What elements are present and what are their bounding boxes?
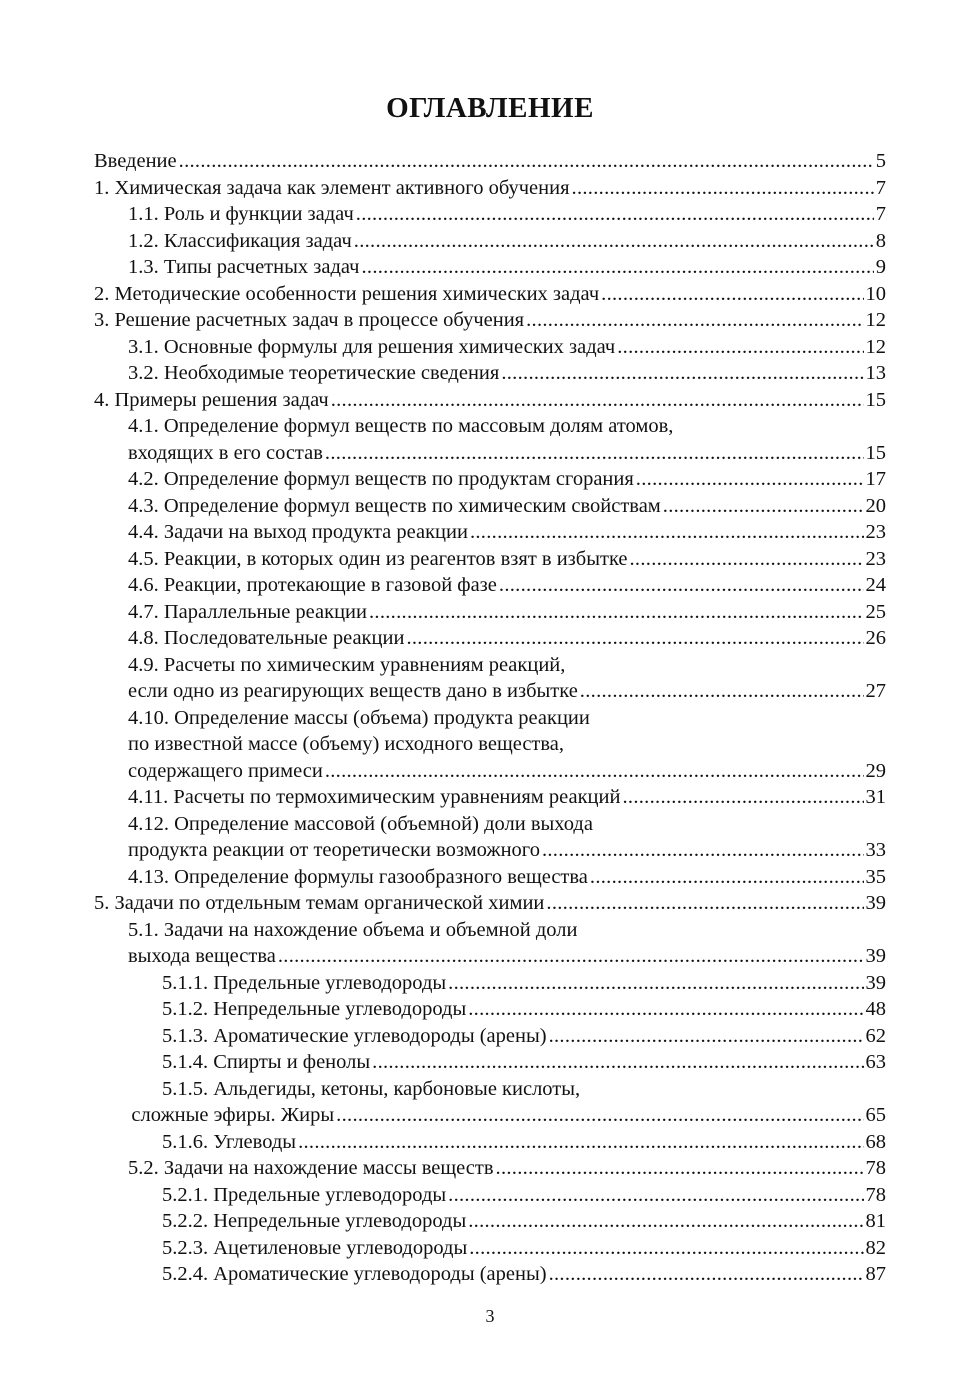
toc-entry-page: 78 [865, 1183, 886, 1206]
toc-entry-page: 81 [865, 1210, 886, 1232]
toc-entry [94, 943, 886, 970]
toc-entry-page: 7 [875, 203, 886, 225]
toc-entry-page: 7 [875, 176, 886, 199]
toc-entry-title: 5.1.3. Ароматические углеводороды (арены) [162, 1024, 547, 1047]
toc-entry-title: 3. Решение расчетных задач в процессе обучения [94, 309, 525, 331]
toc-entry-page: 33 [865, 839, 886, 861]
toc-entry-title: 4.10. Определение массы (объема) продукта реакции [128, 706, 590, 729]
page-title: ОГЛАВЛЕНИЕ [386, 92, 594, 124]
toc-leader-dots [580, 678, 864, 705]
page-number: 3 [485, 1306, 495, 1326]
toc-entry-title: 4.7. Параллельные реакции [128, 600, 367, 623]
toc-entry-title: 5.1.5. Альдегиды, кетоны, карбоновые кислоты, [162, 1077, 581, 1100]
toc-entry-page: 29 [865, 759, 886, 782]
toc-leader-dots [549, 1261, 864, 1288]
toc-entry-title: 4.13. Определение формулы газообразного вещества [128, 865, 588, 888]
toc-entry-page: 12 [865, 335, 886, 358]
toc-entry-title: по известной массе (объему) исходного вещества, [128, 733, 565, 755]
toc-leader-dots [298, 1129, 863, 1156]
toc-leader-dots [501, 360, 863, 387]
toc-leader-dots [630, 546, 864, 573]
toc-entry-title: 5.2.4. Ароматические углеводороды (арены) [162, 1263, 547, 1285]
toc-entry [94, 625, 886, 652]
toc-entry-page: 23 [865, 547, 886, 570]
toc-entry-page: 5 [875, 150, 886, 172]
toc-entry [94, 1023, 886, 1050]
toc-entry [94, 970, 886, 997]
toc-entry [94, 201, 886, 228]
toc-entry [94, 678, 886, 705]
toc-entry-title: 4.3. Определение формул веществ по химическим свойствам [128, 494, 661, 517]
toc-entry-title: 4.2. Определение формул веществ по продуктам сгорания [128, 468, 634, 490]
toc-leader-dots [468, 1208, 863, 1235]
toc-leader-dots [542, 837, 864, 864]
toc-entry [94, 307, 886, 334]
toc-entry [94, 864, 886, 891]
toc-entry-page: 10 [865, 282, 886, 305]
toc-entry [94, 917, 886, 944]
toc-entry-page: 13 [865, 362, 886, 384]
toc-entry-title: 4.12. Определение массовой (объемной) доли выхода [128, 812, 593, 835]
toc-entry-page: 8 [875, 229, 886, 252]
toc-entry-page: 15 [865, 388, 886, 411]
toc-entry [94, 334, 886, 361]
toc-entry-page: 12 [865, 309, 886, 331]
toc-entry-title: 1.3. Типы расчетных задач [128, 256, 360, 278]
toc-leader-dots [372, 1049, 863, 1076]
toc-entry-page: 31 [865, 786, 886, 808]
toc-leader-dots [361, 254, 873, 281]
toc-entry-title: 4.5. Реакции, в которых один из реагентов взят в избытке [128, 547, 628, 570]
toc-entry-title: 4. Примеры решения задач [94, 388, 329, 411]
toc-entry-page: 15 [865, 441, 886, 464]
toc-leader-dots [369, 599, 864, 626]
toc-entry-title: 4.1. Определение формул веществ по массовым долям атомов, [128, 415, 674, 437]
toc-entry-page: 63 [865, 1051, 886, 1073]
toc-entry-title: выхода вещества [128, 945, 276, 967]
toc-entry [94, 148, 886, 175]
toc-entry [94, 996, 886, 1023]
toc-entry-page: 25 [865, 600, 886, 623]
toc-entry [94, 784, 886, 811]
toc-leader-dots [601, 281, 863, 308]
toc-entry-page: 20 [865, 494, 886, 517]
toc-entry-page: 39 [865, 971, 886, 994]
toc-entry-title: входящих в его состав [128, 441, 323, 464]
toc-entry-page: 68 [865, 1130, 886, 1153]
toc-entry-title: 1. Химическая задача как элемент активного обучения [94, 176, 570, 199]
toc-leader-dots [470, 519, 864, 546]
toc-leader-dots [448, 1182, 863, 1209]
toc-entry-title: 5.1.1. Предельные углеводороды [162, 971, 447, 994]
toc-leader-dots [469, 1235, 863, 1262]
toc-entry-page: 39 [865, 945, 886, 967]
toc-entry [94, 890, 886, 917]
toc-entry [94, 705, 886, 732]
toc-entry [94, 1049, 886, 1076]
toc-entry [94, 228, 886, 255]
toc-entry-title: 5.1.6. Углеводы [162, 1130, 297, 1153]
toc-leader-dots [179, 148, 874, 175]
toc-leader-dots [496, 1155, 864, 1182]
toc-entry-title: 2. Методические особенности решения химических задач [94, 282, 600, 305]
toc-entry-title: 5.1.2. Непредельные углеводороды [162, 998, 467, 1020]
toc-entry-page: 78 [865, 1157, 886, 1179]
toc-entry [94, 493, 886, 520]
toc-entry [94, 546, 886, 573]
toc-entry-title: 4.6. Реакции, протекающие в газовой фазе [128, 574, 497, 596]
toc-entry-title: 4.8. Последовательные реакции [128, 627, 405, 649]
toc-entry-title: 5.2.3. Ацетиленовые углеводороды [162, 1236, 468, 1259]
toc-leader-dots [622, 784, 863, 811]
toc-entry-title: 5.2. Задачи на нахождение массы веществ [128, 1157, 494, 1179]
toc-entry-title: сложные эфиры. Жиры [131, 1104, 335, 1126]
toc-entry [94, 1182, 886, 1209]
toc-entry-title: 5.2.2. Непредельные углеводороды [162, 1210, 467, 1232]
toc-entry-title: 4.9. Расчеты по химическим уравнениям реакций, [128, 653, 566, 676]
toc-leader-dots [325, 440, 864, 467]
toc-leader-dots [572, 175, 874, 202]
toc-entry [94, 599, 886, 626]
toc-entry-title: 4.4. Задачи на выход продукта реакции [128, 521, 468, 543]
toc-leader-dots [325, 758, 864, 785]
toc-entry [94, 1208, 886, 1235]
toc-entry [94, 1261, 886, 1288]
toc-entry-page: 26 [865, 627, 886, 649]
toc-leader-dots [331, 387, 864, 414]
toc-leader-dots [590, 864, 864, 891]
toc-entry [94, 175, 886, 202]
toc-entry-page: 87 [865, 1263, 886, 1285]
toc-entry [94, 254, 886, 281]
toc-entry-page: 82 [865, 1236, 886, 1259]
toc-entry [94, 281, 886, 308]
toc-entry-title: 5. Задачи по отдельным темам органической химии [94, 892, 545, 914]
toc-entry [94, 811, 886, 838]
table-of-contents [94, 148, 886, 1288]
toc-entry-title: 1.1. Роль и функции задач [128, 203, 354, 225]
toc-entry-title: 3.1. Основные формулы для решения химических задач [128, 335, 616, 358]
toc-entry [94, 1129, 886, 1156]
toc-entry-page: 27 [865, 680, 886, 702]
toc-entry [94, 519, 886, 546]
toc-entry [94, 360, 886, 387]
toc-entry [94, 466, 886, 493]
toc-entry-page: 17 [865, 468, 886, 490]
toc-entry [94, 413, 886, 440]
toc-leader-dots [354, 228, 874, 255]
toc-entry-title: если одно из реагирующих веществ дано в избытке [128, 680, 578, 702]
toc-entry-page: 24 [865, 574, 886, 596]
toc-entry [94, 440, 886, 467]
toc-entry-title: Введение [94, 150, 177, 172]
toc-entry [94, 1155, 886, 1182]
toc-leader-dots [526, 307, 863, 334]
toc-entry-title: 1.2. Классификация задач [128, 229, 352, 252]
toc-leader-dots [278, 943, 864, 970]
toc-entry [94, 652, 886, 679]
toc-entry [94, 837, 886, 864]
toc-entry-page: 62 [865, 1024, 886, 1047]
toc-entry-page: 23 [865, 521, 886, 543]
toc-entry-title: 5.2.1. Предельные углеводороды [162, 1183, 447, 1206]
toc-leader-dots [448, 970, 863, 997]
toc-entry [94, 387, 886, 414]
toc-entry [94, 1102, 886, 1129]
toc-leader-dots [468, 996, 863, 1023]
toc-entry [94, 731, 886, 758]
toc-entry-page: 35 [865, 865, 886, 888]
toc-leader-dots [636, 466, 864, 493]
toc-entry [94, 1235, 886, 1262]
toc-entry-title: продукта реакции от теоретически возможного [128, 839, 540, 861]
toc-entry-page: 9 [875, 256, 886, 278]
toc-leader-dots [549, 1023, 864, 1050]
toc-entry-title: содержащего примеси [128, 759, 323, 782]
toc-entry [94, 758, 886, 785]
toc-entry-page: 48 [865, 998, 886, 1020]
toc-entry [94, 572, 886, 599]
toc-leader-dots [499, 572, 864, 599]
toc-leader-dots [663, 493, 864, 520]
toc-leader-dots [356, 201, 874, 228]
toc-entry-title: 5.1.4. Спирты и фенолы [162, 1051, 371, 1073]
toc-entry-page: 39 [865, 892, 886, 914]
toc-leader-dots [546, 890, 863, 917]
toc-leader-dots [406, 625, 863, 652]
toc-entry-page: 65 [865, 1104, 886, 1126]
toc-leader-dots [336, 1102, 863, 1129]
toc-entry-title: 3.2. Необходимые теоретические сведения [128, 362, 500, 384]
toc-leader-dots [617, 334, 863, 361]
toc-entry-title: 4.11. Расчеты по термохимическим уравнениям реакций [128, 786, 621, 808]
toc-entry [94, 1076, 886, 1103]
toc-entry-title: 5.1. Задачи на нахождение объема и объемной доли [128, 918, 578, 941]
